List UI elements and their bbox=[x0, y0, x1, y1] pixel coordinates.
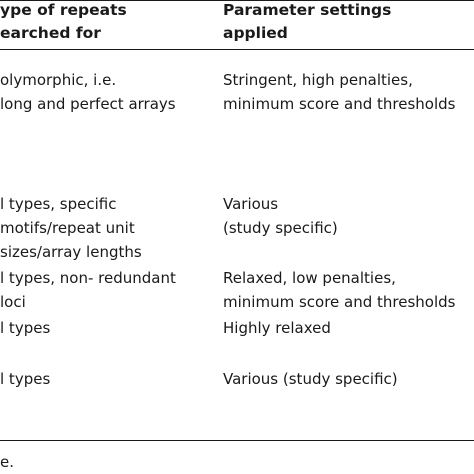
row5-col1-line1: l types bbox=[0, 370, 51, 388]
row2-col1-line3: sizes/array lengths bbox=[0, 243, 142, 261]
header-rule bbox=[0, 49, 474, 50]
row2-col1-line2: motifs/repeat unit bbox=[0, 219, 135, 237]
row1-col2-line2: minimum score and thresholds bbox=[223, 95, 456, 113]
header-col2-line2: applied bbox=[223, 24, 288, 42]
row2-col2-line1: Various bbox=[223, 195, 279, 213]
row5-col2-line1: Various (study specific) bbox=[223, 370, 398, 388]
header-col1-line1: ype of repeats bbox=[0, 1, 127, 19]
row3-col1-line2: loci bbox=[0, 293, 26, 311]
row3-col2-line1: Relaxed, low penalties, bbox=[223, 269, 396, 287]
header-col1-line2: earched for bbox=[0, 24, 101, 42]
row2-col1-line1: l types, specific bbox=[0, 195, 117, 213]
row1-col1-line1: olymorphic, i.e. bbox=[0, 71, 117, 89]
row2-col2-line2: (study specific) bbox=[223, 219, 338, 237]
row1-col2-line1: Stringent, high penalties, bbox=[223, 71, 413, 89]
footnote: e. bbox=[0, 453, 14, 471]
row4-col1-line1: l types bbox=[0, 319, 51, 337]
table-bottom-rule bbox=[0, 440, 474, 441]
row1-col1-line2: long and perfect arrays bbox=[0, 95, 176, 113]
header-col2-line1: Parameter settings bbox=[223, 1, 392, 19]
row4-col2-line1: Highly relaxed bbox=[223, 319, 331, 337]
row3-col1-line1: l types, non- redundant bbox=[0, 269, 176, 287]
row3-col2-line2: minimum score and thresholds bbox=[223, 293, 456, 311]
